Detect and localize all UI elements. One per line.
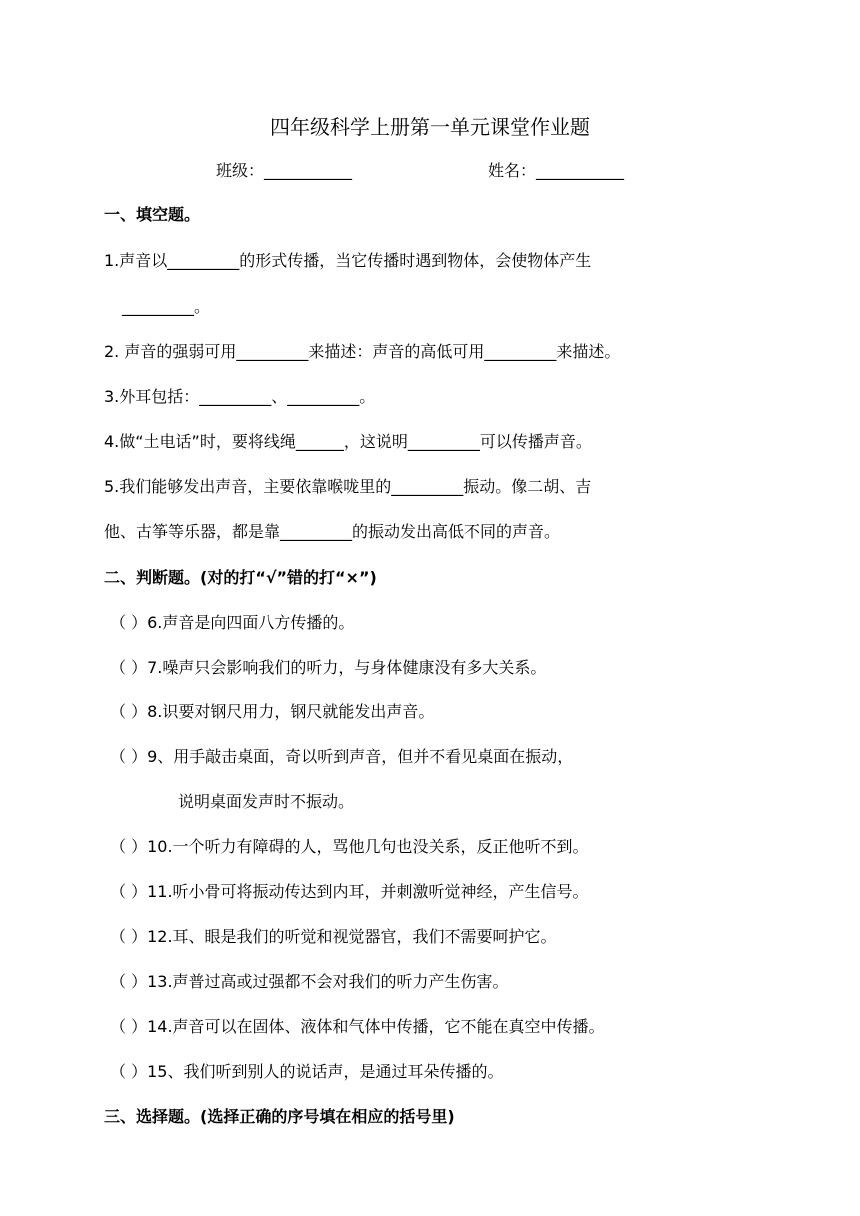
fill-blank-line: 3.外耳包括：_________、_________。 xyxy=(104,387,376,406)
section2-heading: 二、判断题。(对的打“√”错的打“×”) xyxy=(104,568,377,587)
true-false-item: （ ）15、我们听到别人的说话声，是通过耳朵传播的。 xyxy=(110,1062,504,1081)
true-false-item: （ ）11.听小骨可将振动传达到内耳，并刺激听觉神经，产生信号。 xyxy=(110,882,589,901)
class-field: 班级：___________ xyxy=(216,161,353,180)
fill-blank-line: 他、古筝等乐器，都是靠_________的振动发出高低不同的声音。 xyxy=(104,522,561,541)
true-false-item: （ ）6.声音是向四面八方传播的。 xyxy=(110,613,355,632)
section3-heading: 三、选择题。(选择正确的序号填在相应的括号里) xyxy=(104,1107,455,1126)
true-false-item-continuation: 说明桌面发声时不振动。 xyxy=(178,792,355,811)
true-false-item: （ ）14.声音可以在固体、液体和气体中传播，它不能在真空中传播。 xyxy=(110,1017,605,1036)
page-title: 四年级科学上册第一单元课堂作业题 xyxy=(270,115,590,139)
true-false-item: （ ）13.声普过高或过强都不会对我们的听力产生伤害。 xyxy=(110,972,509,991)
fill-blank-line: 5.我们能够发出声音，主要依靠喉咙里的_________振动。像二胡、吉 xyxy=(104,477,592,496)
fill-blank-line: 1.声音以_________的形式传播，当它传播时遇到物体，会使物体产生 xyxy=(104,251,592,270)
true-false-item: （ ）7.噪声只会影响我们的听力，与身体健康没有多大关系。 xyxy=(110,658,547,677)
true-false-item: （ ）9、用手敲击桌面，奇以听到声音，但并不看见桌面在振动， xyxy=(110,747,574,766)
fill-blank-line: 4.做“土电话”时，要将线绳______，这说明_________可以传播声音。 xyxy=(104,432,592,451)
fill-blank-line: 2. 声音的强弱可用_________来描述：声音的高低可用_________来描述。 xyxy=(104,342,621,361)
name-field: 姓名：___________ xyxy=(488,161,625,180)
fill-blank-line: _________。 xyxy=(122,297,211,316)
true-false-item: （ ）8.识要对钢尺用力，钢尺就能发出声音。 xyxy=(110,702,435,721)
true-false-item: （ ）10.一个听力有障碍的人，骂他几句也没关系，反正他听不到。 xyxy=(110,837,589,856)
section1-heading: 一、填空题。 xyxy=(104,205,201,224)
true-false-item: （ ）12.耳、眼是我们的听觉和视觉器官，我们不需要呵护它。 xyxy=(110,927,557,946)
